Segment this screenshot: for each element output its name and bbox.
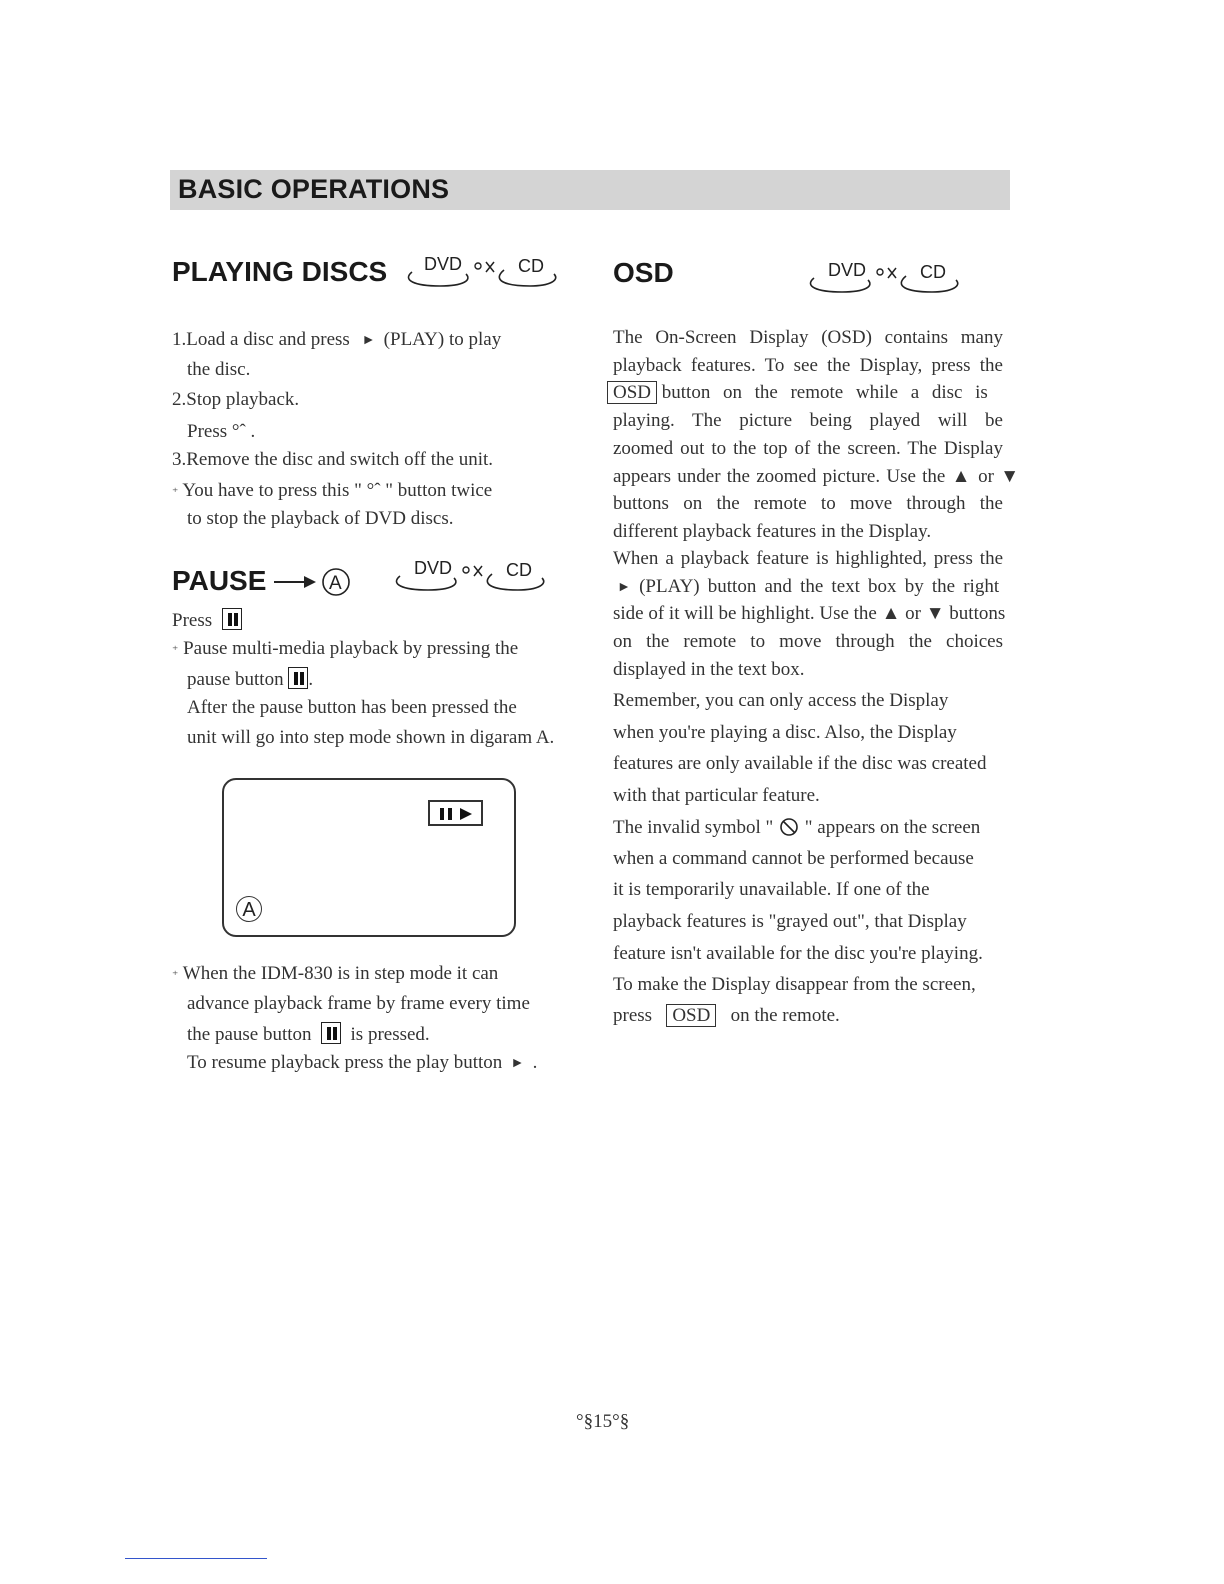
osd-line-3: OSD button on the remote while a disc is [607,382,988,404]
playing-note-continued: to stop the playback of DVD discs. [187,508,454,529]
pause-press-line: Press [172,608,242,632]
play-icon: ► [617,580,635,595]
pause-para1-line4: unit will go into step mode shown in digaram A. [187,727,555,748]
step-mode-diagram [222,778,516,937]
pause-para1-line1: ⁺ Pause multi-media playback by pressing the [172,638,519,659]
osd-heading: OSD [613,257,674,288]
osd-line-9: When a playback feature is highlighted, press the [613,548,1003,569]
disc-label-dvd: DVD [424,254,463,274]
osd-line-23: To make the Display disappear from the screen, [613,974,976,995]
step3-line: 3.Remove the disc and switch off the unit. [172,449,494,470]
osd-line-20: it is temporarily unavailable. If one of the [613,879,930,900]
osd-disc-type-icon [802,256,962,298]
osd-line-8: different playback features in the Display. [613,521,932,542]
pause-para1-line3: After the pause button has been pressed the [187,697,517,718]
osd-disc-label-dvd: DVD [828,260,867,280]
invalid-symbol-icon [778,816,800,838]
pause-para2-line4: To resume playback press the play button ► . [187,1052,538,1073]
osd-line-13: displayed in the text box. [613,659,805,680]
pause-button-icon [321,1022,341,1044]
osd-line-17: with that particular feature. [613,785,820,806]
playing-note: ⁺ You have to press this " °ˆ " button twice [172,480,493,501]
pause-bullet-icon: ⁺ [172,968,179,982]
osd-line-1: The On-Screen Display (OSD) contains many [613,327,1003,348]
pause-heading: PAUSE [172,565,267,596]
pause-para2-line3: the pause button is pressed. [187,1024,430,1045]
pause-para2-line2: advance playback frame by frame every time [187,993,530,1014]
pause-button-icon [288,667,308,689]
osd-button-label: OSD [607,381,657,404]
pause-button-icon [222,608,242,630]
osd-line-21: playback features is "grayed out", that Display [613,911,967,932]
pause-marker: A [329,573,342,594]
osd-line-2: playback features. To see the Display, press the [613,355,1003,376]
section-title: BASIC OPERATIONS [178,174,450,204]
play-icon: ► [507,1056,528,1071]
osd-line-19: when a command cannot be performed because [613,848,974,869]
play-icon: ► [354,333,379,348]
osd-disc-label-cd: CD [920,262,946,282]
pause-disc-type-icon [388,554,548,596]
pause-arrow-icon [270,566,352,598]
osd-line-14: Remember, you can only access the Display [613,690,949,711]
osd-line-24: press OSD on the remote. [613,1005,840,1026]
diagram-label: A [236,896,262,922]
osd-line-10: ► (PLAY) button and the text box by the right [617,576,1000,597]
osd-line-5: zoomed out to the top of the screen. The Display [613,438,1003,459]
step2-press: Press °ˆ . [187,421,256,442]
note-bullet-icon: ⁺ [172,485,179,499]
osd-line-4: playing. The picture being played will be [613,410,1003,431]
osd-line-7: buttons on the remote to move through the [613,493,1003,514]
step1-line: 1.Load a disc and press ► (PLAY) to play [172,329,502,350]
pause-disc-label-dvd: DVD [414,558,453,578]
osd-line-16: features are only available if the disc was created [613,753,987,774]
footer-rule [125,1558,267,1559]
pause-disc-label-cd: CD [506,560,532,580]
osd-line-22: feature isn't available for the disc you're playing. [613,943,983,964]
osd-line-18: The invalid symbol " " appears on the screen [613,817,981,838]
pause-para2-line1: ⁺ When the IDM-830 is in step mode it can [172,963,499,984]
pause-bullet-icon: ⁺ [172,643,179,657]
osd-line-6: appears under the zoomed picture. Use the ▲ or ▼ [613,466,1019,487]
disc-label-cd: CD [518,256,544,276]
osd-button-label: OSD [666,1004,716,1027]
playing-discs-heading: PLAYING DISCS [172,256,388,287]
page-number: °§15°§ [576,1411,630,1432]
osd-line-15: when you're playing a disc. Also, the Display [613,722,957,743]
step2-line: 2.Stop playback. [172,389,300,410]
disc-type-icon [400,250,560,292]
section-banner [170,170,1010,210]
pause-play-indicator-icon [428,800,483,826]
osd-line-12: on the remote to move through the choices [613,631,1003,652]
pause-para1-line2: pause button . [187,669,314,690]
osd-line-11: side of it will be highlight. Use the ▲ or ▼ buttons [613,603,1006,624]
step1-continued: the disc. [187,359,251,380]
